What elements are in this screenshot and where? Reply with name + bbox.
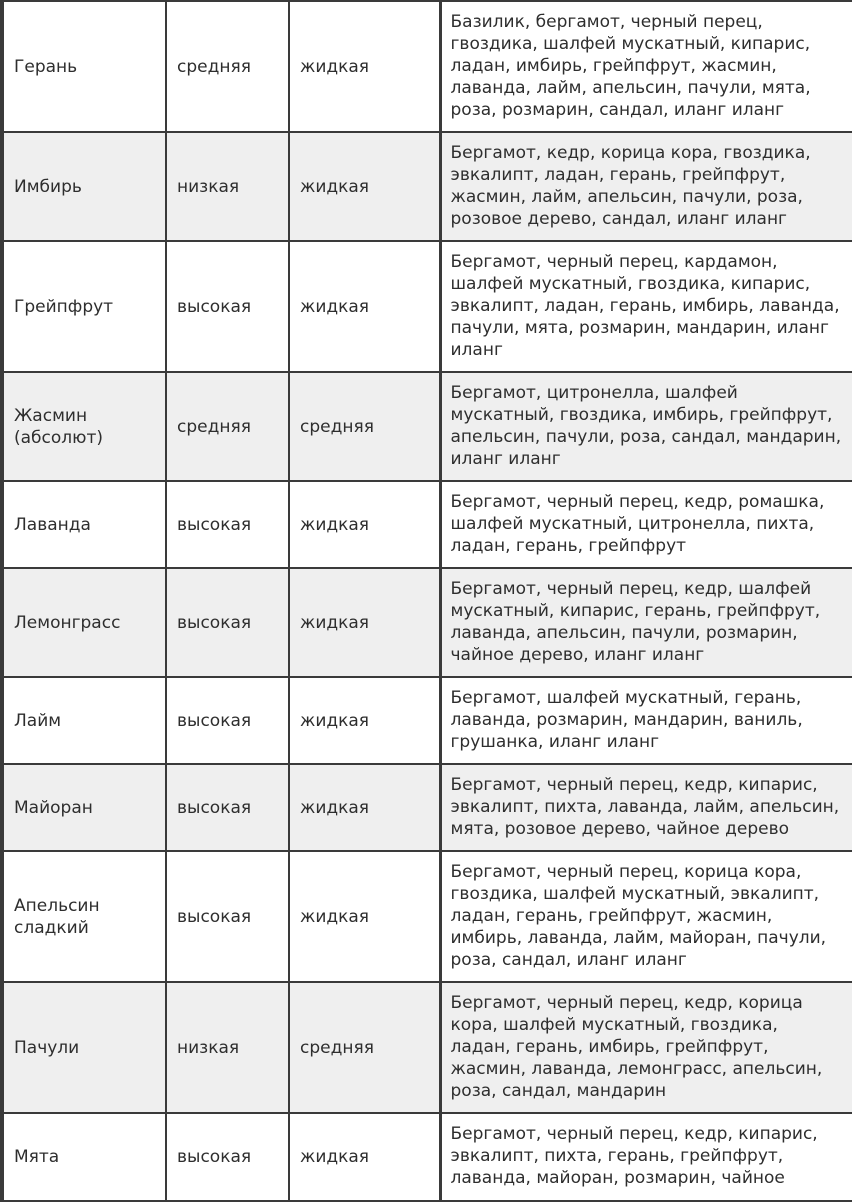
note-cell: средняя (166, 1, 289, 132)
oil-name-cell: Лайм (2, 677, 166, 764)
note-cell: высокая (166, 764, 289, 851)
oil-name-cell: Жасмин (абсолют) (2, 372, 166, 481)
combinations-cell: Бергамот, черный перец, кардамон, шалфей мускатный, гвоздика, кипарис, эвкалипт, ладан, герань, имбирь, лаванда, пачули, мята, розмарин, мандарин, иланг иланг (440, 241, 852, 372)
consistency-cell: жидкая (289, 677, 440, 764)
combinations-cell: Базилик, бергамот, черный перец, гвоздика, шалфей мускатный, кипарис, ладан, имбирь, грейпфрут, жасмин, лаванда, лайм, апельсин, пачули, мята, роза, розмарин, сандал, иланг иланг (440, 1, 852, 132)
table-row (2, 764, 852, 851)
note-cell: высокая (166, 851, 289, 982)
note-cell: высокая (166, 241, 289, 372)
consistency-cell: жидкая (289, 132, 440, 241)
consistency-cell: жидкая (289, 851, 440, 982)
table-row (2, 132, 852, 241)
table-row (2, 1, 852, 132)
note-cell: низкая (166, 982, 289, 1113)
oil-name-cell: Мята (2, 1113, 166, 1201)
combinations-cell: Бергамот, черный перец, кедр, ромашка, шалфей мускатный, цитронелла, пихта, ладан, герань, грейпфрут (440, 481, 852, 568)
consistency-cell: средняя (289, 372, 440, 481)
oil-name-cell: Апельсин сладкий (2, 851, 166, 982)
oil-name-cell: Пачули (2, 982, 166, 1113)
table-row (2, 241, 852, 372)
consistency-cell: жидкая (289, 241, 440, 372)
consistency-cell: жидкая (289, 1, 440, 132)
oil-name-cell: Майоран (2, 764, 166, 851)
combinations-cell: Бергамот, цитронелла, шалфей мускатный, гвоздика, имбирь, грейпфрут, апельсин, пачули, роза, сандал, мандарин, иланг иланг (440, 372, 852, 481)
table-row (2, 677, 852, 764)
note-cell: высокая (166, 568, 289, 677)
oil-name-cell: Лемонграсс (2, 568, 166, 677)
note-cell: высокая (166, 1113, 289, 1201)
consistency-cell: жидкая (289, 764, 440, 851)
combinations-cell: Бергамот, кедр, корица кора, гвоздика, эвкалипт, ладан, герань, грейпфрут, жасмин, лайм, апельсин, пачули, роза, розовое дерево, сандал, иланг иланг (440, 132, 852, 241)
table-row (2, 372, 852, 481)
oil-name-cell: Грейпфрут (2, 241, 166, 372)
consistency-cell: жидкая (289, 1113, 440, 1201)
combinations-cell: Бергамот, черный перец, кедр, кипарис, эвкалипт, пихта, герань, грейпфрут, лаванда, майоран, розмарин, чайное (440, 1113, 852, 1201)
combinations-cell: Бергамот, черный перец, корица кора, гвоздика, шалфей мускатный, эвкалипт, ладан, герань, грейпфрут, жасмин, имбирь, лаванда, лайм, майоран, пачули, роза, сандал, иланг иланг (440, 851, 852, 982)
note-cell: высокая (166, 677, 289, 764)
note-cell: низкая (166, 132, 289, 241)
table-row (2, 481, 852, 568)
consistency-cell: жидкая (289, 568, 440, 677)
consistency-cell: средняя (289, 982, 440, 1113)
oil-name-cell: Лаванда (2, 481, 166, 568)
table-row (2, 851, 852, 982)
note-cell: средняя (166, 372, 289, 481)
combinations-cell: Бергамот, черный перец, кедр, шалфей мускатный, кипарис, герань, грейпфрут, лаванда, апельсин, пачули, розмарин, чайное дерево, иланг иланг (440, 568, 852, 677)
table-row (2, 982, 852, 1113)
table-row (2, 568, 852, 677)
note-cell: высокая (166, 481, 289, 568)
combinations-cell: Бергамот, черный перец, кедр, корица кора, шалфей мускатный, гвоздика, ладан, герань, имбирь, грейпфрут, жасмин, лаванда, лемонграсс, апельсин, роза, сандал, мандарин (440, 982, 852, 1113)
combinations-cell: Бергамот, черный перец, кедр, кипарис, эвкалипт, пихта, лаванда, лайм, апельсин, мята, розовое дерево, чайное дерево (440, 764, 852, 851)
consistency-cell: жидкая (289, 481, 440, 568)
table-row (2, 1113, 852, 1201)
combinations-cell: Бергамот, шалфей мускатный, герань, лаванда, розмарин, мандарин, ваниль, грушанка, иланг иланг (440, 677, 852, 764)
oil-name-cell: Имбирь (2, 132, 166, 241)
oil-name-cell: Герань (2, 1, 166, 132)
